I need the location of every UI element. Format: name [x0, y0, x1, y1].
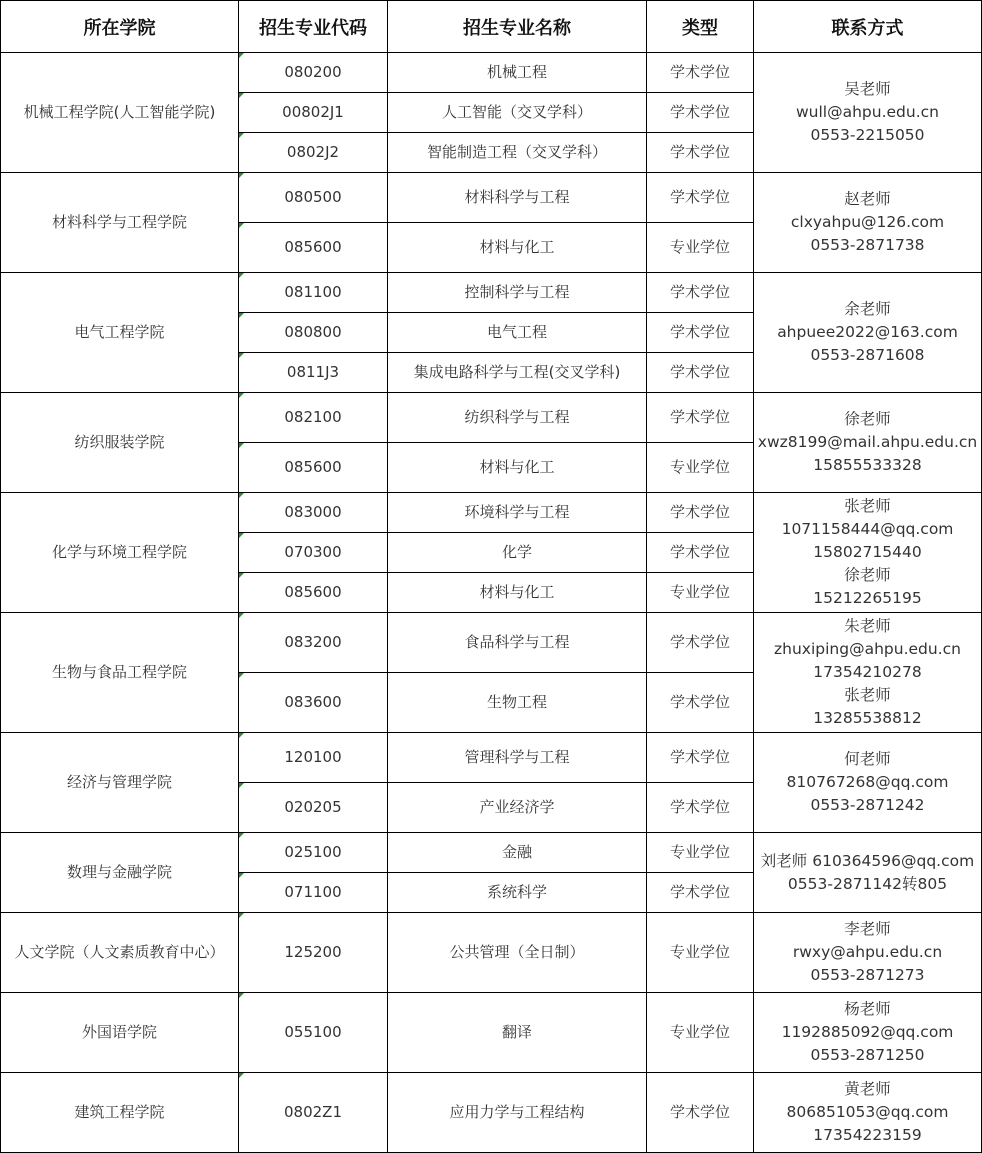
contact-line: 朱老师	[844, 617, 891, 635]
header-college: 所在学院	[1, 1, 239, 53]
contact-line: 吴老师	[844, 80, 891, 98]
degree-type: 专业学位	[647, 573, 754, 613]
college-name: 数理与金融学院	[1, 833, 239, 913]
major-code: 0802Z1	[239, 1073, 388, 1153]
contact-line: 徐老师	[844, 566, 891, 584]
degree-type: 专业学位	[647, 833, 754, 873]
contact-info	[754, 53, 982, 173]
major-name: 控制科学与工程	[388, 273, 647, 313]
college-name: 机械工程学院(人工智能学院)	[1, 53, 239, 173]
degree-type: 学术学位	[647, 173, 754, 223]
major-code: 085600	[239, 573, 388, 613]
contact-line: 杨老师	[844, 1000, 891, 1018]
degree-type: 学术学位	[647, 93, 754, 133]
contact-info	[754, 913, 982, 993]
major-name: 材料与化工	[388, 223, 647, 273]
contact-line: 0553-2871142转805	[787, 874, 948, 893]
contact-line: 13285538812	[813, 709, 922, 727]
table-row	[1, 613, 982, 673]
degree-type: 学术学位	[647, 273, 754, 313]
major-code: 080800	[239, 313, 388, 353]
contact-line: 1071158444@qq.com	[781, 520, 954, 538]
major-name: 材料与化工	[388, 573, 647, 613]
major-code: 055100	[239, 993, 388, 1073]
contact-line: 张老师	[844, 686, 891, 704]
contact-line: 黄老师	[844, 1080, 891, 1098]
degree-type: 学术学位	[647, 133, 754, 173]
college-name: 化学与环境工程学院	[1, 493, 239, 613]
major-name: 电气工程	[388, 313, 647, 353]
major-name: 生物工程	[388, 673, 647, 733]
table-row	[1, 53, 982, 93]
contact-line: 17354210278	[813, 663, 922, 681]
table-row	[1, 393, 982, 443]
degree-type: 学术学位	[647, 673, 754, 733]
major-name: 环境科学与工程	[388, 493, 647, 533]
college-name: 生物与食品工程学院	[1, 613, 239, 733]
contact-line: 余老师	[844, 300, 891, 318]
header-major-name: 招生专业名称	[388, 1, 647, 53]
major-name: 翻译	[388, 993, 647, 1073]
header-contact: 联系方式	[754, 1, 982, 53]
contact-info	[754, 613, 982, 733]
contact-line: clxyahpu@126.com	[790, 213, 945, 231]
contact-info	[754, 273, 982, 393]
college-name: 材料科学与工程学院	[1, 173, 239, 273]
contact-line: 806851053@qq.com	[786, 1103, 949, 1121]
major-code: 080500	[239, 173, 388, 223]
major-code: 071100	[239, 873, 388, 913]
contact-line: wull@ahpu.edu.cn	[796, 103, 939, 121]
contact-line: 15212265195	[813, 589, 922, 607]
major-name: 集成电路科学与工程(交叉学科)	[388, 353, 647, 393]
major-code: 0811J3	[239, 353, 388, 393]
major-name: 机械工程	[388, 53, 647, 93]
college-name: 电气工程学院	[1, 273, 239, 393]
major-name: 人工智能（交叉学科）	[388, 93, 647, 133]
table-row	[1, 1073, 982, 1153]
table-row	[1, 173, 982, 223]
major-name: 化学	[388, 533, 647, 573]
major-code: 083200	[239, 613, 388, 673]
major-code: 081100	[239, 273, 388, 313]
major-name: 系统科学	[388, 873, 647, 913]
major-name: 管理科学与工程	[388, 733, 647, 783]
contact-line: 1192885092@qq.com	[781, 1023, 954, 1041]
degree-type: 学术学位	[647, 733, 754, 783]
header-major-code: 招生专业代码	[239, 1, 388, 53]
table-row	[1, 493, 982, 533]
contact-info	[754, 493, 982, 613]
contact-info	[754, 833, 982, 913]
contact-line: 李老师	[844, 920, 891, 938]
major-code: 070300	[239, 533, 388, 573]
contact-line: 0553-2871242	[810, 796, 925, 814]
table-header	[1, 1, 982, 53]
contact-line: 张老师	[844, 497, 891, 515]
college-name: 人文学院（人文素质教育中心）	[1, 913, 239, 993]
college-name: 经济与管理学院	[1, 733, 239, 833]
contact-line: 17354223159	[813, 1126, 922, 1144]
major-code: 085600	[239, 223, 388, 273]
contact-line: 0553-2871608	[810, 346, 925, 364]
contact-info	[754, 733, 982, 833]
degree-type: 学术学位	[647, 313, 754, 353]
table-row	[1, 273, 982, 313]
degree-type: 专业学位	[647, 223, 754, 273]
major-code: 083000	[239, 493, 388, 533]
degree-type: 学术学位	[647, 1073, 754, 1153]
contact-line: rwxy@ahpu.edu.cn	[792, 943, 943, 961]
contact-line: 赵老师	[844, 190, 891, 208]
major-name: 产业经济学	[388, 783, 647, 833]
degree-type: 专业学位	[647, 913, 754, 993]
major-name: 材料科学与工程	[388, 173, 647, 223]
major-code: 082100	[239, 393, 388, 443]
degree-type: 学术学位	[647, 783, 754, 833]
college-name: 纺织服装学院	[1, 393, 239, 493]
degree-type: 学术学位	[647, 53, 754, 93]
major-code: 120100	[239, 733, 388, 783]
major-name: 应用力学与工程结构	[388, 1073, 647, 1153]
contact-line: 15855533328	[813, 456, 922, 474]
major-code: 085600	[239, 443, 388, 493]
contact-line: 0553-2871273	[810, 966, 925, 984]
major-name: 食品科学与工程	[388, 613, 647, 673]
table-row	[1, 833, 982, 873]
major-name: 公共管理（全日制）	[388, 913, 647, 993]
major-name: 材料与化工	[388, 443, 647, 493]
college-name: 建筑工程学院	[1, 1073, 239, 1153]
degree-type: 专业学位	[647, 443, 754, 493]
contact-line: 810767268@qq.com	[786, 773, 949, 791]
major-code: 025100	[239, 833, 388, 873]
major-code: 083600	[239, 673, 388, 733]
contact-line: 15802715440	[813, 543, 922, 561]
degree-type: 专业学位	[647, 993, 754, 1073]
contact-line: zhuxiping@ahpu.edu.cn	[774, 640, 961, 658]
major-name: 智能制造工程（交叉学科）	[388, 133, 647, 173]
table-row	[1, 913, 982, 993]
degree-type: 学术学位	[647, 613, 754, 673]
major-code: 0802J2	[239, 133, 388, 173]
degree-type: 学术学位	[647, 393, 754, 443]
contact-line: xwz8199@mail.ahpu.edu.cn	[757, 433, 978, 451]
degree-type: 学术学位	[647, 493, 754, 533]
major-code: 125200	[239, 913, 388, 993]
table-row	[1, 993, 982, 1073]
degree-type: 学术学位	[647, 353, 754, 393]
major-code: 080200	[239, 53, 388, 93]
contact-info	[754, 173, 982, 273]
major-code: 00802J1	[239, 93, 388, 133]
contact-info	[754, 1073, 982, 1153]
contact-line: 0553-2871250	[810, 1046, 925, 1064]
contact-line: 刘老师 610364596@qq.com	[760, 851, 975, 870]
degree-type: 学术学位	[647, 873, 754, 913]
college-name: 外国语学院	[1, 993, 239, 1073]
contact-line: 徐老师	[844, 410, 891, 428]
major-name: 金融	[388, 833, 647, 873]
table-row	[1, 733, 982, 783]
contact-info	[754, 993, 982, 1073]
header-type: 类型	[647, 1, 754, 53]
contact-line: 0553-2215050	[810, 126, 925, 144]
contact-line: ahpuee2022@163.com	[777, 323, 958, 341]
table-body	[1, 53, 982, 1153]
major-name: 纺织科学与工程	[388, 393, 647, 443]
contact-line: 0553-2871738	[810, 236, 925, 254]
contact-info	[754, 393, 982, 493]
degree-type: 学术学位	[647, 533, 754, 573]
major-code: 020205	[239, 783, 388, 833]
contact-line: 何老师	[844, 750, 891, 768]
